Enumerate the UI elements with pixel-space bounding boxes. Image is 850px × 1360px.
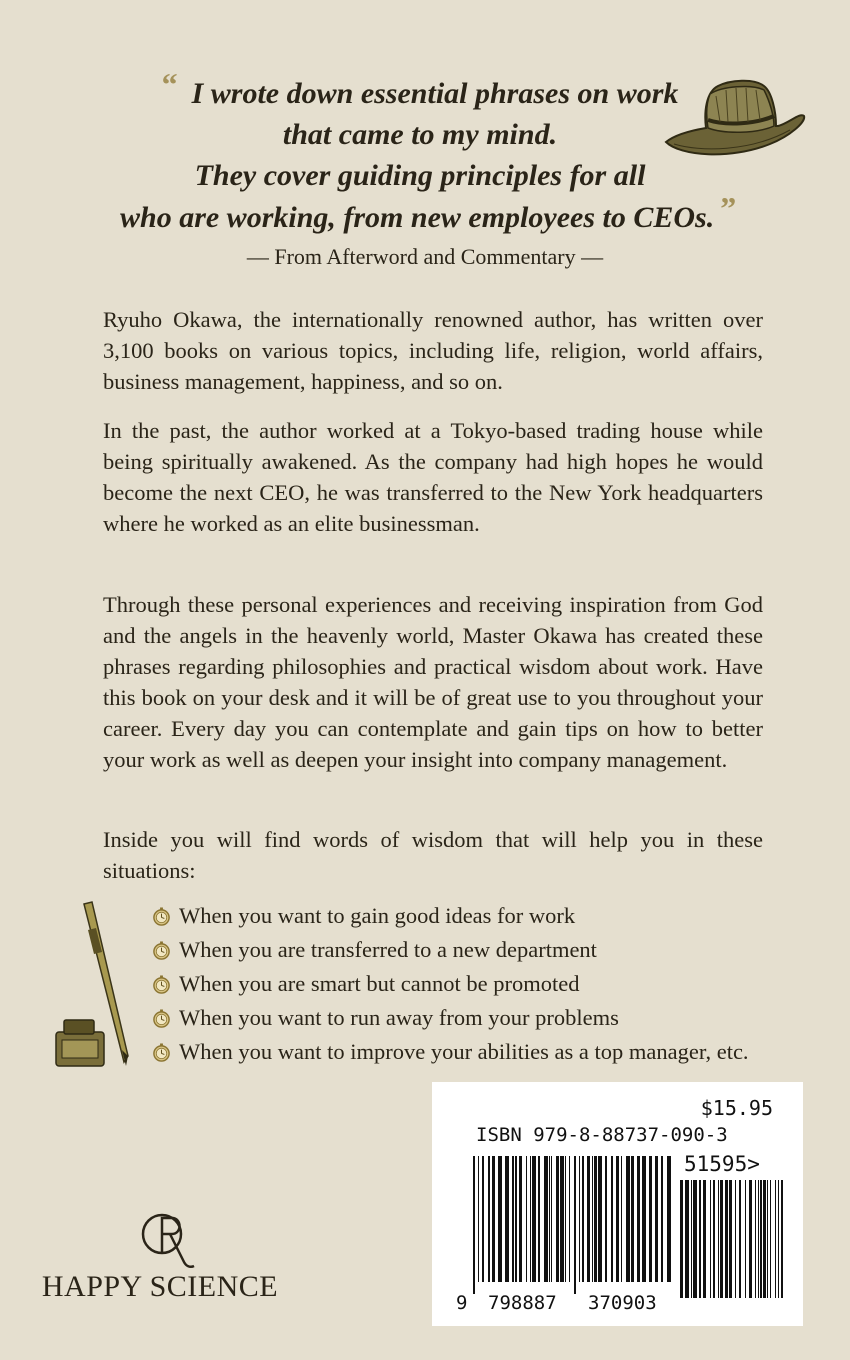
paragraph-author-bio: Ryuho Okawa, the internationally renowned author, has written over 3,100 books on various topics, including life, religion, world affairs, business management, happiness, and so on.: [103, 307, 763, 394]
list-item: [152, 899, 749, 933]
barcode-panel: [432, 1082, 803, 1326]
barcode-bar: [538, 1156, 540, 1282]
list-item-text: When you are transferred to a new department: [179, 937, 597, 962]
barcode-bar: [763, 1180, 766, 1298]
quote-line-3: They cover guiding principles for all: [194, 159, 646, 192]
quote-line-4: who are working, from new employees to CEOs. ”: [120, 190, 737, 234]
pocket-watch-icon: [152, 907, 171, 926]
barcode-right-digits: 370903: [588, 1292, 657, 1314]
pull-quote: [120, 66, 737, 238]
barcode-bar: [488, 1156, 490, 1282]
barcode-bar: [611, 1156, 613, 1282]
barcode-bar: [515, 1156, 517, 1282]
barcode-bar: [680, 1180, 683, 1298]
barcode-first-digit: 9: [456, 1292, 468, 1314]
barcode-bar: [569, 1156, 570, 1282]
list-item: [152, 1001, 749, 1035]
barcode-bar: [667, 1156, 671, 1282]
list-item-text: When you are smart but cannot be promoted: [179, 971, 580, 996]
barcode-bar: [661, 1156, 663, 1282]
barcode-bar: [631, 1156, 634, 1282]
barcode-bar: [544, 1156, 548, 1282]
barcode-bar: [781, 1180, 783, 1298]
barcode-bar: [587, 1156, 590, 1282]
barcode-bar: [565, 1156, 566, 1282]
paragraph-intro-list: Inside you will find words of wisdom that will help you in these situations:: [103, 827, 763, 883]
barcode-bar: [592, 1156, 593, 1282]
barcode-bar: [767, 1180, 768, 1298]
barcode-bar: [749, 1180, 752, 1298]
barcode-bar: [718, 1180, 719, 1298]
isbn-label: ISBN 979-8-88737-090-3: [476, 1124, 728, 1146]
publisher-logo: [40, 1212, 280, 1312]
barcode-bar: [530, 1156, 531, 1282]
barcode-bar: [505, 1156, 509, 1282]
barcode-bar: [739, 1180, 741, 1298]
barcode-bar: [473, 1156, 475, 1294]
barcode-bar: [560, 1156, 564, 1282]
barcode-left-digits: 798887: [488, 1292, 557, 1314]
barcode-bar: [605, 1156, 607, 1282]
barcode-bar: [693, 1180, 697, 1298]
list-item-text: When you want to improve your abilities as a top manager, etc.: [179, 1039, 749, 1064]
situations-list: [152, 899, 749, 1069]
list-item: [152, 1035, 749, 1069]
list-item-text: When you want to gain good ideas for work: [179, 903, 576, 928]
barcode-bar: [478, 1156, 479, 1282]
barcode-bar: [755, 1180, 756, 1298]
barcode-bar: [655, 1156, 658, 1282]
barcode-bar: [616, 1156, 619, 1282]
barcode-bar: [582, 1156, 584, 1282]
fountain-pen-inkwell-icon: [50, 900, 135, 1070]
barcode-bar: [713, 1180, 715, 1298]
price-label: $15.95: [700, 1096, 773, 1120]
barcode-bar: [778, 1180, 779, 1298]
list-item: [152, 933, 749, 967]
close-quote-icon: ”: [720, 190, 737, 226]
barcode-bar: [551, 1156, 552, 1282]
ean-barcode: [473, 1156, 675, 1294]
quote-line-2: that came to my mind.: [282, 118, 558, 151]
barcode-bar: [574, 1156, 576, 1294]
barcode-bar: [626, 1156, 630, 1282]
pocket-watch-icon: [152, 975, 171, 994]
list-item-text: When you want to run away from your problems: [179, 1005, 619, 1030]
barcode-bar: [498, 1156, 502, 1282]
quote-attribution: — From Afterword and Commentary —: [246, 244, 604, 269]
barcode-bar: [760, 1180, 762, 1298]
barcode-bar: [598, 1156, 602, 1282]
pocket-watch-icon: [152, 1043, 171, 1062]
barcode-bar: [492, 1156, 495, 1282]
pocket-watch-icon: [152, 1009, 171, 1028]
barcode-bar: [745, 1180, 746, 1298]
barcode-bar: [710, 1180, 711, 1298]
paragraph-career: In the past, the author worked at a Tokyo-based trading house while being spiritually awakened. As the company had high hopes he would become the next CEO, he was transferred to the New York headquarters where he worked as an elite businessman.: [103, 418, 763, 536]
addon-barcode: [680, 1180, 784, 1310]
barcode-bar: [725, 1180, 728, 1298]
barcode-bar: [720, 1180, 723, 1298]
barcode-bar: [685, 1180, 689, 1298]
barcode-bar: [482, 1156, 484, 1282]
barcode-bar: [775, 1180, 776, 1298]
barcode-bar: [649, 1156, 652, 1282]
barcode-bar: [621, 1156, 622, 1282]
barcode-bar: [556, 1156, 559, 1282]
barcode-bar: [703, 1180, 706, 1298]
barcode-bar: [735, 1180, 736, 1298]
barcode-bar: [691, 1180, 692, 1298]
pocket-watch-icon: [152, 941, 171, 960]
barcode-bar: [579, 1156, 580, 1282]
barcode-bar: [519, 1156, 522, 1282]
publisher-name: HAPPY SCIENCE: [41, 1270, 279, 1303]
barcode-bar: [637, 1156, 640, 1282]
straw-hat-icon: [660, 72, 810, 160]
open-quote-icon: “: [161, 66, 178, 102]
barcode-bar: [758, 1180, 759, 1298]
paragraph-inspiration: Through these personal experiences and receiving inspiration from God and the angels in the heavenly world, Master Okawa has created these phrases regarding philosophies and practical wisdom about work. Have this book on your desk and it will be of great use to you throughout your career. Every day you can contemplate and gain tips on how to better your work as well as deepen your insight into company management.: [103, 592, 763, 772]
quote-line-1: “ I wrote down essential phrases on work: [161, 66, 679, 110]
happy-science-logo-icon: [136, 1212, 196, 1272]
barcode-bar: [512, 1156, 514, 1282]
barcode-bar: [526, 1156, 527, 1282]
barcode-bar: [549, 1156, 550, 1282]
barcode-bar: [729, 1180, 732, 1298]
barcode-addon-number: 51595>: [684, 1152, 760, 1176]
barcode-bar: [699, 1180, 701, 1298]
barcode-bar: [642, 1156, 646, 1282]
barcode-bar: [532, 1156, 536, 1282]
barcode-bar: [770, 1180, 771, 1298]
barcode-bar: [594, 1156, 597, 1282]
list-item: [152, 967, 749, 1001]
